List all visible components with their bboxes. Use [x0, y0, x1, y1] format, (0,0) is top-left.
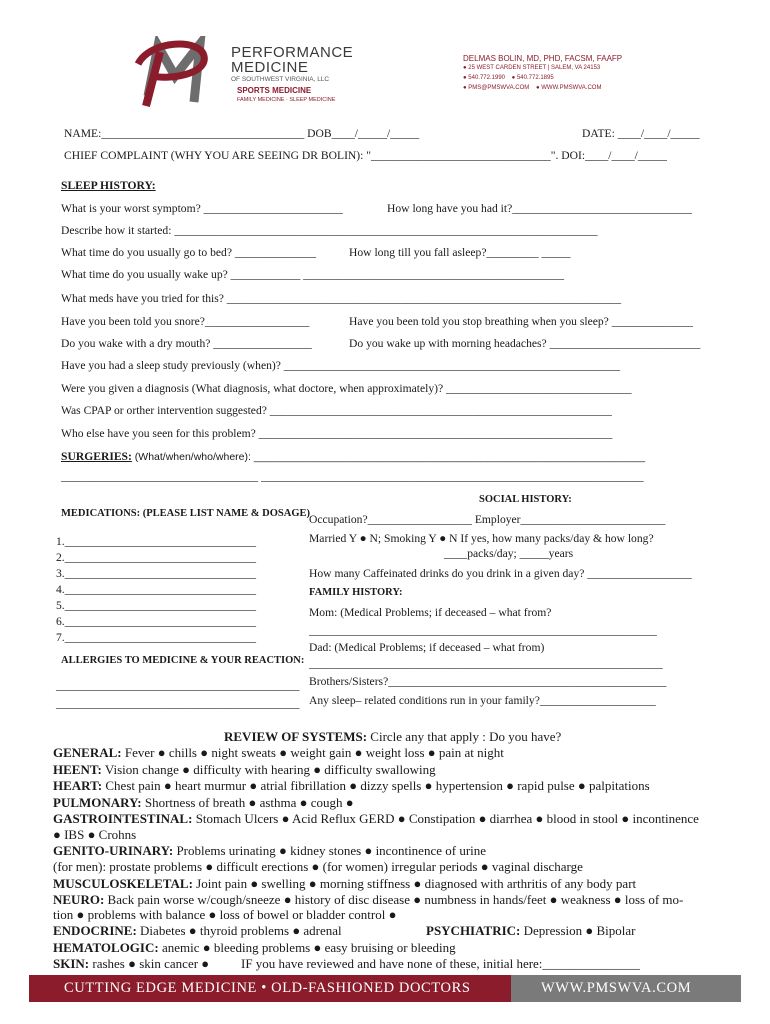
stop-breathing-field[interactable]: Have you been told you stop breathing when you sleep? ______________	[349, 315, 693, 328]
ros-instruction: Circle any that apply : Do you have?	[370, 729, 562, 744]
brand-line2: MEDICINE	[231, 59, 309, 76]
location-icon: ●	[463, 65, 467, 71]
surgeries-row[interactable]	[61, 450, 645, 463]
sleep-study-field[interactable]: Have you had a sleep study previously (when)? __________________________________________________________	[61, 359, 621, 372]
doctor-name: DELMAS BOLIN, MD, PHD, FACSM, FAAFP	[463, 54, 623, 63]
dry-mouth-field[interactable]: Do you wake with a dry mouth? _________________	[61, 337, 312, 350]
ros-neuro[interactable]: NEURO: Back pain worse w/cough/sneeze ● history of disc disease ● numbness in hands/feet ● weakness ● loss of mo-	[53, 892, 684, 907]
diagnosis-field[interactable]: Were you given a diagnosis (What diagnosis, what doctore, when approximately)? ________________________________	[61, 382, 632, 395]
ros-pulmonary[interactable]: PULMONARY: Shortness of breath ● asthma ● cough ●	[53, 795, 354, 810]
address-row	[463, 65, 600, 71]
ros-musculoskeletal[interactable]: MUSCULOSKELETAL: Joint pain ● swelling ● morning stiffness ● diagnosed with arthritis of any body part	[53, 876, 637, 891]
medication-line[interactable]: 4._________________________________	[56, 583, 256, 596]
cpap-field[interactable]: Was CPAP or orther intervention suggested? ___________________________________________________________	[61, 404, 612, 417]
web-icon: ●	[535, 85, 540, 91]
ros-hematologic[interactable]: HEMATOLOGIC: anemic ● bleeding problems ● easy bruising or bleeding	[53, 940, 456, 955]
how-started-field[interactable]: Describe how it started: _________________________________________________________________________	[61, 224, 598, 237]
contact-row	[463, 85, 601, 91]
fall-asleep-field[interactable]: How long till you fall asleep?_________ _____	[349, 246, 571, 259]
allergy-line[interactable]: __________________________________________	[56, 679, 300, 692]
medication-line[interactable]: 5._________________________________	[56, 599, 256, 612]
mom-label: Mom: (Medical Problems; if deceased – what from?	[309, 606, 552, 619]
how-long-field[interactable]: How long have you had it?_______________________________	[387, 202, 692, 215]
ros-heent[interactable]: HEENT: Vision change ● difficulty with hearing ● difficulty swallowing	[53, 762, 436, 777]
phone-icon: ●	[463, 75, 467, 81]
seen-others-field[interactable]: Who else have you seen for this problem? _____________________________________________________________	[61, 427, 613, 440]
medication-line[interactable]: 6._________________________________	[56, 615, 256, 628]
fax: 540.772.1895	[516, 75, 554, 81]
allergies-title: ALLERGIES TO MEDICINE & YOUR REACTION:	[61, 655, 305, 666]
caffeine-field[interactable]: How many Caffeinated drinks do you drink in a given day? __________________	[309, 567, 692, 580]
logo	[130, 36, 230, 108]
dad-label: Dad: (Medical Problems; if deceased – what from)	[309, 641, 545, 654]
mom-field[interactable]: ____________________________________________________________	[309, 624, 657, 637]
worst-symptom-field[interactable]: What is your worst symptom? ________________________	[61, 202, 343, 215]
email[interactable]: PMS@PMSWVA.COM	[468, 85, 530, 91]
chief-complaint-field[interactable]: CHIEF COMPLAINT (WHY YOU ARE SEEING DR BOLIN): "_______________________________". DOI:____/____/_____	[64, 149, 667, 162]
ros-general[interactable]: GENERAL: Fever ● chills ● night sweats ● weight gain ● weight loss ● pain at night	[53, 745, 504, 760]
surgeries-field[interactable]: (What/when/who/where): ___________________________________________________________________	[134, 451, 646, 463]
ros-title-row	[224, 729, 561, 745]
allergy-line[interactable]: __________________________________________	[56, 697, 300, 710]
medications-title: MEDICATIONS: (PLEASE LIST NAME & DOSAGE)	[61, 508, 311, 519]
phone-row	[463, 75, 554, 81]
ros-genito-urinary-cont[interactable]: (for men): prostate problems ● difficult erections ● (for women) irregular periods ● vaginal discharge	[53, 859, 583, 874]
occupation-field[interactable]: Occupation?__________________ Employer_________________________	[309, 513, 666, 526]
logo-mark	[130, 36, 230, 108]
family-history-title: FAMILY HISTORY:	[309, 587, 403, 598]
siblings-field[interactable]: Brothers/Sisters?________________________________________________	[309, 675, 667, 688]
ros-title: REVIEW OF SYSTEMS:	[224, 729, 368, 744]
name-dob-field[interactable]: NAME:___________________________________ DOB____/_____/_____	[64, 127, 420, 140]
web[interactable]: WWW.PMSWVA.COM	[541, 85, 602, 91]
email-icon: ●	[463, 85, 467, 91]
dad-field[interactable]: _____________________________________________________________	[309, 657, 663, 670]
bed-time-field[interactable]: What time do you usually go to bed? ______________	[61, 246, 317, 259]
ros-heart[interactable]: HEART: Chest pain ● heart murmur ● atrial fibrillation ● dizzy spells ● hypertension ● rapid pulse ● palpitations	[53, 778, 650, 793]
ros-initial-field[interactable]: IF you have reviewed and have none of these, initial here:_______________	[241, 956, 640, 971]
ros-genito-urinary[interactable]: GENITO-URINARY: Problems urinating ● kidney stones ● incontinence of urine	[53, 843, 487, 858]
ros-endocrine[interactable]: ENDOCRINE: Diabetes ● thyroid problems ● adrenal	[53, 923, 342, 938]
social-history-title: SOCIAL HISTORY:	[479, 494, 572, 505]
address: 25 WEST CARDEN STREET | SALEM, VA 24153	[468, 65, 601, 71]
ros-skin[interactable]: SKIN: rashes ● skin cancer ●	[53, 956, 210, 971]
ros-gastrointestinal-cont[interactable]: ● IBS ● Crohns	[53, 827, 137, 842]
brand-sub: OF SOUTHWEST VIRGINIA, LLC	[231, 76, 330, 83]
snore-field[interactable]: Have you been told you snore?__________________	[61, 315, 310, 328]
sleep-history-title: SLEEP HISTORY:	[61, 179, 156, 192]
medication-line[interactable]: 3._________________________________	[56, 567, 256, 580]
medication-line[interactable]: 1._________________________________	[56, 535, 256, 548]
phone: 540.772.1990	[468, 75, 505, 81]
packs-years-field[interactable]: ____packs/day; _____years	[444, 547, 574, 560]
ros-neuro-cont[interactable]: tion ● problems with balance ● loss of bowel or bladder control ●	[53, 907, 397, 922]
ros-gastrointestinal[interactable]: GASTROINTESTINAL: Stomach Ulcers ● Acid Reflux GERD ● Constipation ● diarrhea ● blood in stool ● incontinence	[53, 811, 699, 826]
married-smoking-field[interactable]: Married Y ● N; Smoking Y ● N If yes, how many packs/day & how long?	[309, 532, 654, 545]
fax-icon: ●	[511, 75, 516, 81]
surgeries-label: SURGERIES:	[61, 450, 132, 463]
family-sleep-field[interactable]: Any sleep– related conditions run in your family?____________________	[309, 694, 656, 707]
wake-time-field[interactable]: What time do you usually wake up? ____________ _____________________________________________	[61, 268, 564, 281]
medication-line[interactable]: 7._________________________________	[56, 631, 256, 644]
ros-psychiatric[interactable]: PSYCHIATRIC: Depression ● Bipolar	[426, 923, 636, 938]
medication-line[interactable]: 2._________________________________	[56, 551, 256, 564]
footer-tagline: CUTTING EDGE MEDICINE • OLD-FASHIONED DOCTORS	[64, 980, 471, 996]
footer-website[interactable]: WWW.PMSWVA.COM	[541, 980, 692, 996]
headaches-field[interactable]: Do you wake up with morning headaches? __________________________	[349, 337, 701, 350]
date-field[interactable]: DATE: ____/____/_____	[582, 127, 700, 140]
surgeries-line2[interactable]: __________________________________ __________________________________________________________________	[61, 470, 644, 483]
meds-tried-field[interactable]: What meds have you tried for this? ____________________________________________________________________	[61, 292, 621, 305]
brand-sports: SPORTS MEDICINE	[237, 86, 312, 95]
brand-tag: FAMILY MEDICINE · SLEEP MEDICINE	[237, 97, 336, 103]
brand-line1: PERFORMANCE	[231, 44, 354, 61]
